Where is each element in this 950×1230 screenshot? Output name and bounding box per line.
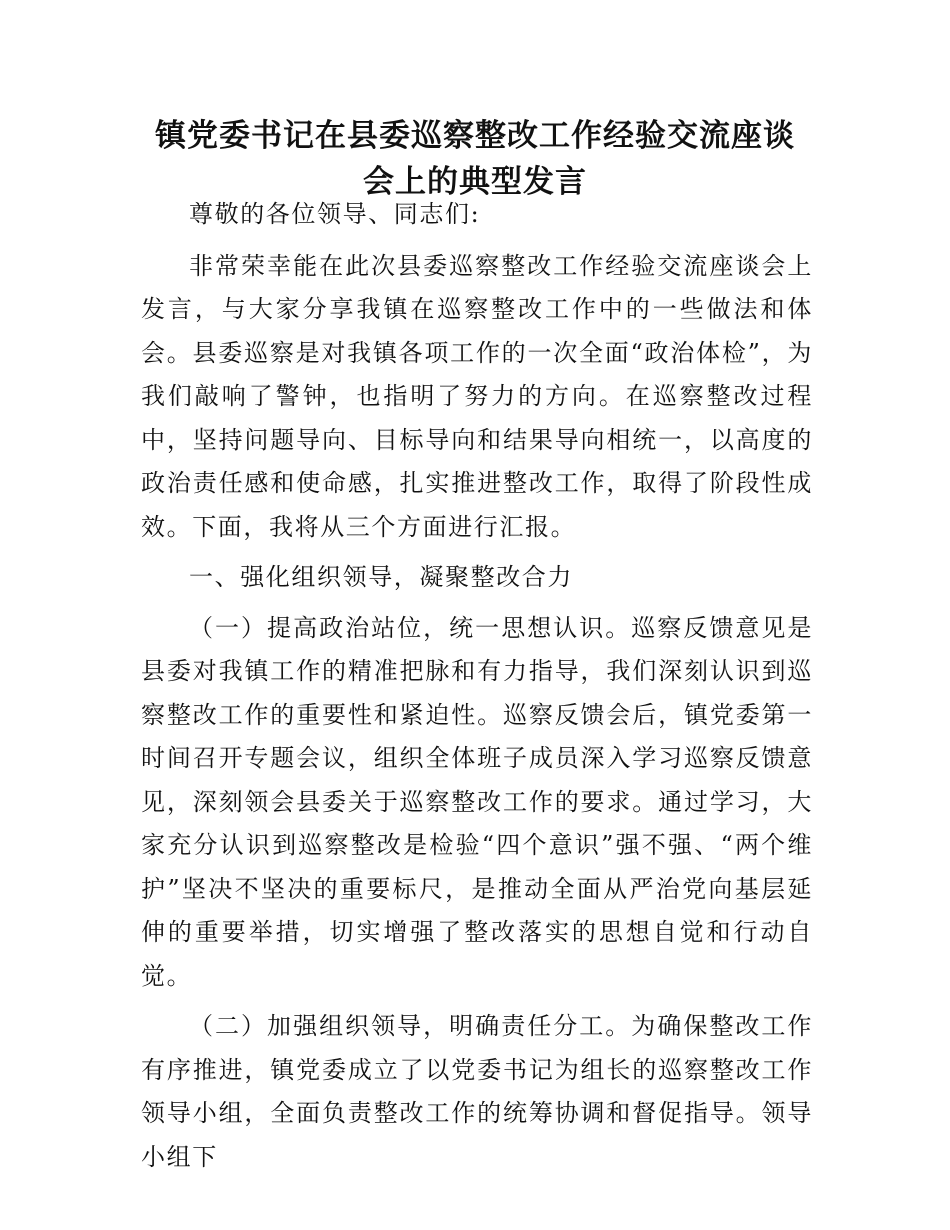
paragraph-1: （一）提高政治站位，统一思想认识。巡察反馈意见是县委对我镇工作的精准把脉和有力指导，我们深刻认识到巡察整改工作的重要性和紧迫性。巡察反馈会后，镇党委第一时间召开专题会议，组织全体班子成员深入学习巡察反馈意见，深刻领会县委关于巡察整改工作的要求。通过学习，大家充分认识到巡察整改是检验“四个意识”强不强、“两个维护”坚决不坚决的重要标尺，是推动全面从严治党向基层延伸的重要举措，切实增强了整改落实的思想自觉和行动自觉。 — [141, 613, 813, 990]
section-heading-1: 一、强化组织领导，凝聚整改合力 — [189, 563, 573, 591]
document-body — [141, 193, 813, 1186]
document-title — [140, 113, 810, 205]
title-line-1: 镇党委书记在县委巡察整改工作经验交流座谈 — [155, 118, 795, 154]
salutation: 尊敬的各位领导、同志们: — [189, 200, 481, 228]
title-line-2: 会上的典型发言 — [363, 164, 587, 200]
paragraph-2: （二）加强组织领导，明确责任分工。为确保整改工作有序推进，镇党委成立了以党委书记为组长的巡察整改工作领导小组，全面负责整改工作的统筹协调和督促指导。领导小组下 — [141, 1012, 813, 1171]
intro-paragraph: 非常荣幸能在此次县委巡察整改工作经验交流座谈会上发言，与大家分享我镇在巡察整改工作中的一些做法和体会。县委巡察是对我镇各项工作的一次全面“政治体检”，为我们敲响了警钟，也指明了努力的方向。在巡察整改过程中，坚持问题导向、目标导向和结果导向相统一，以高度的政治责任感和使命感，扎实推进整改工作，取得了阶段性成效。下面，我将从三个方面进行汇报。 — [141, 251, 813, 541]
